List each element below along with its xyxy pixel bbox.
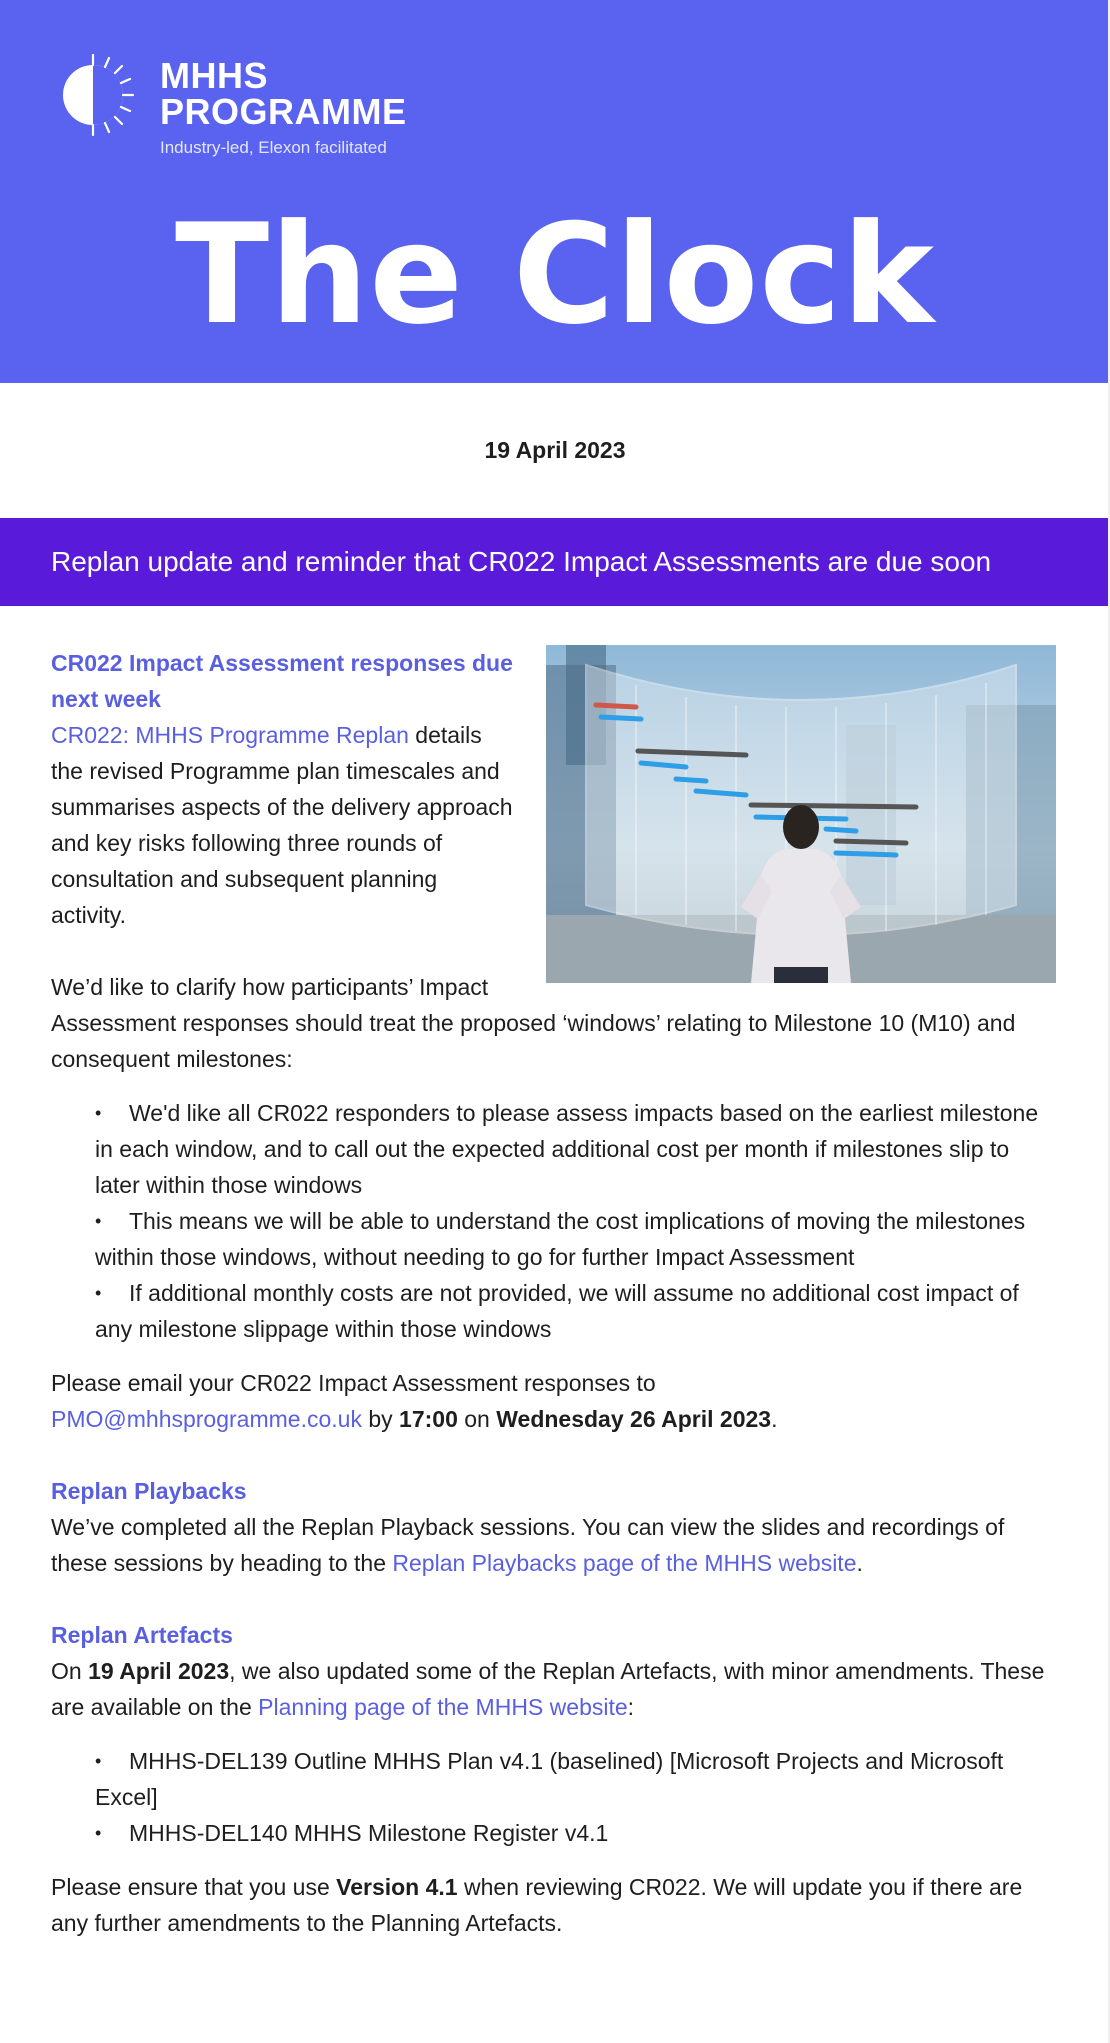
artefacts-bullet-list bbox=[95, 1743, 1056, 1851]
email-end-text: . bbox=[771, 1406, 778, 1432]
article-body bbox=[51, 645, 1056, 1941]
logo-wordmark bbox=[160, 55, 407, 158]
headline-text: Replan update and reminder that CR022 Impact Assessments are due soon bbox=[51, 546, 992, 577]
email-intro-text: Please email your CR022 Impact Assessment responses to bbox=[51, 1370, 656, 1396]
headline-banner bbox=[0, 518, 1108, 606]
list-item: • If additional monthly costs are not provided, we will assume no additional cost impact of any milestone slippage within those windows bbox=[95, 1275, 1056, 1347]
version-number: Version 4.1 bbox=[336, 1874, 458, 1900]
cr022-replan-link[interactable]: CR022: MHHS Programme Replan bbox=[51, 722, 409, 748]
replan-playbacks-link[interactable]: Replan Playbacks page of the MHHS website bbox=[392, 1550, 857, 1576]
list-item: • MHHS-DEL139 Outline MHHS Plan v4.1 (baselined) [Microsoft Projects and Microsoft Excel] bbox=[95, 1743, 1056, 1815]
artefacts-on-text: On bbox=[51, 1658, 82, 1684]
deadline-time: 17:00 bbox=[399, 1406, 458, 1432]
header bbox=[0, 0, 1110, 383]
artefacts-end-text: : bbox=[627, 1694, 635, 1720]
windows-clarification-text: We’d like to clarify how participants’ Impact Assessment responses should treat the proposed ‘windows’ relating to Milestone 10 (M10) and consequent milestones: bbox=[51, 974, 1016, 1072]
hero-image bbox=[546, 645, 1056, 983]
deadline-date: Wednesday 26 April 2023 bbox=[496, 1406, 772, 1432]
playbacks-end-text: . bbox=[856, 1550, 863, 1576]
email-on-text: on bbox=[464, 1406, 490, 1432]
pmo-email-link[interactable]: PMO@mhhsprogramme.co.uk bbox=[51, 1406, 362, 1432]
section-heading-cr022: CR022 Impact Assessment responses due next week bbox=[51, 650, 513, 712]
logo-tagline: Industry-led, Elexon facilitated bbox=[160, 138, 387, 157]
artefacts-date: 19 April 2023 bbox=[88, 1658, 230, 1684]
spacer bbox=[51, 1581, 1056, 1617]
ensure-text-a: Please ensure that you use bbox=[51, 1874, 330, 1900]
spacer bbox=[51, 1437, 1056, 1473]
list-item: • MHHS-DEL140 MHHS Milestone Register v4.1 bbox=[95, 1815, 1056, 1851]
cr022-bullet-list bbox=[95, 1095, 1056, 1347]
logo-line-1: MHHS bbox=[160, 55, 268, 96]
newsletter-title: The Clock bbox=[175, 194, 935, 355]
sun-logo-icon bbox=[50, 52, 136, 138]
list-item: • We'd like all CR022 responders to please assess impacts based on the earliest milestone in each window, and to call out the expected additional cost per month if milestones slip to later within those windows bbox=[95, 1095, 1056, 1203]
section-heading-artefacts: Replan Artefacts bbox=[51, 1622, 233, 1648]
list-item: • This means we will be able to understand the cost implications of moving the milestones within those windows, without needing to go for further Impact Assessment bbox=[95, 1203, 1056, 1275]
ensure-text-b: when reviewing CR022. We will update you if there are any further amendments to the Planning Artefacts. bbox=[51, 1874, 1023, 1936]
section-heading-playbacks: Replan Playbacks bbox=[51, 1478, 247, 1504]
planning-page-link[interactable]: Planning page of the MHHS website bbox=[258, 1694, 628, 1720]
email-by-text: by bbox=[368, 1406, 393, 1432]
issue-date: 19 April 2023 bbox=[484, 437, 626, 463]
logo-line-2: PROGRAMME bbox=[160, 91, 407, 132]
cr022-intro-text: details the revised Programme plan timescales and summarises aspects of the delivery approach and key risks following three rounds of consultation and subsequent planning activity. bbox=[51, 722, 513, 928]
artefacts-text: , we also updated some of the Replan Artefacts, with minor amendments. These are available on the bbox=[51, 1658, 1045, 1720]
playbacks-text: We’ve completed all the Replan Playback sessions. You can view the slides and recordings of these sessions by heading to the bbox=[51, 1514, 1005, 1576]
